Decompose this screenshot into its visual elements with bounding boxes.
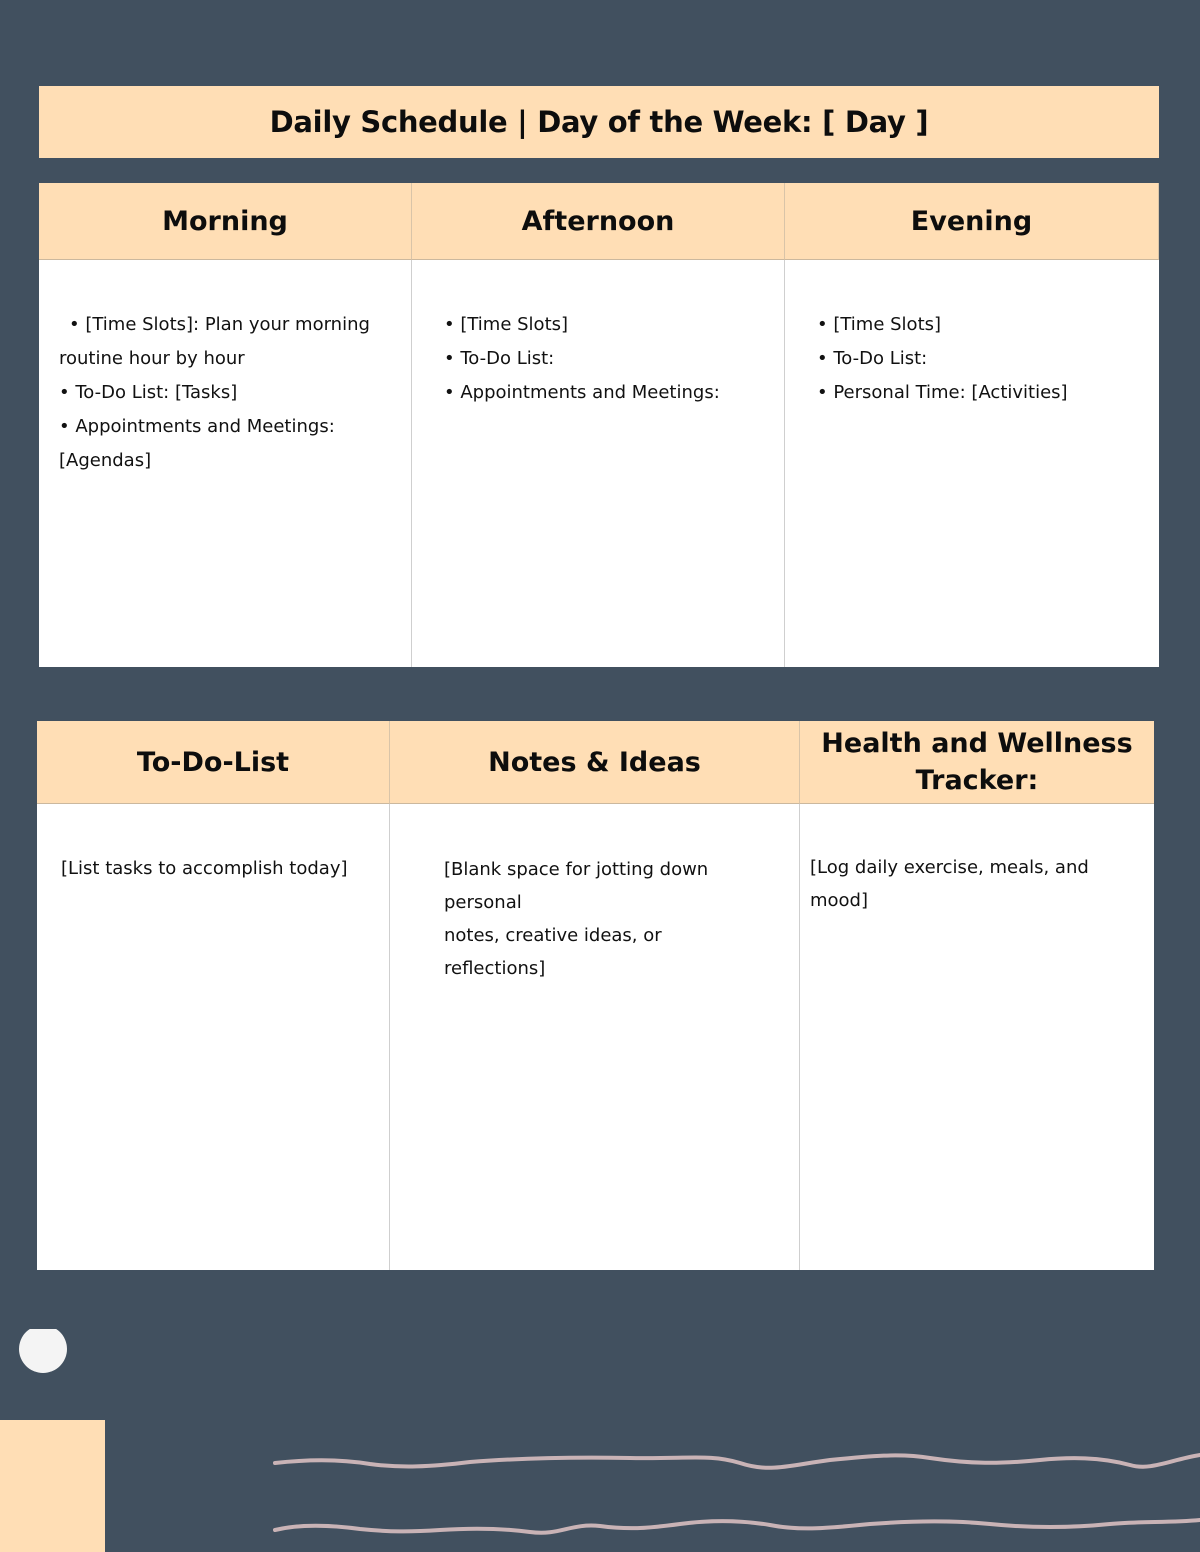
decorative-wavy-lines [270, 1440, 1200, 1552]
decorative-corner-block [0, 1420, 105, 1552]
health-tracker-heading [800, 721, 1154, 804]
notes-line: reflections] [444, 958, 546, 979]
evening-heading: Evening [785, 183, 1159, 260]
morning-heading: Morning [39, 183, 412, 260]
health-line: [Log daily exercise, meals, and [810, 857, 1089, 878]
morning-line: [Agendas] [59, 450, 152, 471]
morning-line: • Appointments and Meetings: [59, 416, 335, 437]
notes-ideas-heading: Notes & Ideas [390, 721, 800, 804]
morning-cell[interactable] [39, 260, 412, 667]
afternoon-cell[interactable] [412, 260, 785, 667]
page-title: Daily Schedule | Day of the Week: [ Day ] [269, 105, 929, 139]
evening-line: • [Time Slots] [817, 314, 942, 335]
morning-line: • [Time Slots]: Plan your morning [69, 314, 370, 335]
wavy-line-bottom [275, 1520, 1200, 1533]
decorative-circle [19, 1325, 67, 1373]
todo-list-placeholder: [List tasks to accomplish today] [61, 858, 348, 879]
page-title-bar [39, 86, 1159, 158]
afternoon-line: • To-Do List: [444, 348, 555, 369]
health-tracker-cell[interactable] [800, 804, 1154, 1270]
notes-ideas-cell[interactable] [390, 804, 800, 1270]
afternoon-line: • Appointments and Meetings: [444, 382, 720, 403]
planner-sections-table [37, 721, 1154, 1270]
health-tracker-heading-line: Tracker: [915, 765, 1039, 796]
health-line: mood] [810, 890, 869, 911]
decorative-circle-cutout [14, 1318, 74, 1329]
evening-line: • Personal Time: [Activities] [817, 382, 1068, 403]
afternoon-line: • [Time Slots] [444, 314, 569, 335]
afternoon-heading: Afternoon [412, 183, 785, 260]
notes-line: personal [444, 892, 522, 913]
notes-line: [Blank space for jotting down [444, 859, 709, 880]
day-schedule-table [39, 183, 1159, 667]
todo-list-cell[interactable] [37, 804, 390, 1270]
health-tracker-heading-line: Health and Wellness [821, 728, 1133, 759]
morning-line: routine hour by hour [59, 348, 245, 369]
evening-line: • To-Do List: [817, 348, 928, 369]
wavy-line-top [275, 1455, 1200, 1468]
notes-line: notes, creative ideas, or [444, 925, 662, 946]
todo-list-heading: To-Do-List [37, 721, 390, 804]
evening-cell[interactable] [785, 260, 1159, 667]
morning-line: • To-Do List: [Tasks] [59, 382, 238, 403]
